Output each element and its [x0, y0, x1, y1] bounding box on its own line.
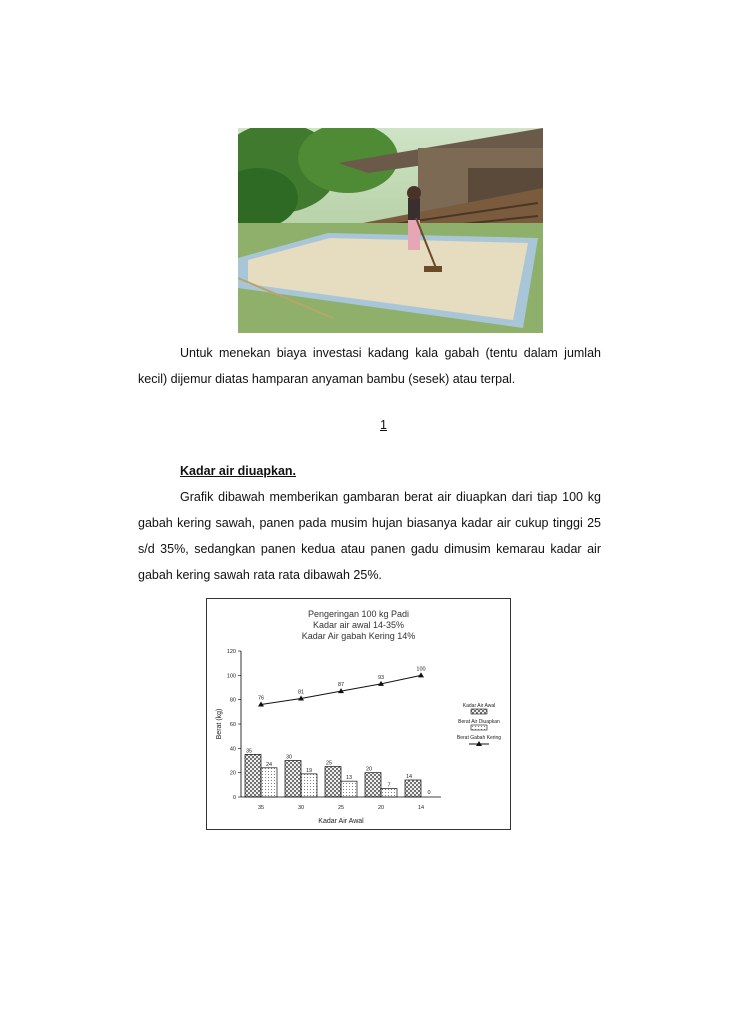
bar-berat-air-diuapkan	[341, 781, 357, 797]
line-point-berat-gabah-kering	[418, 672, 424, 677]
y-tick-label: 0	[232, 795, 236, 801]
bar-berat-air-diuapkan	[381, 788, 397, 797]
chart-title-line-3: Kadar Air gabah Kering 14%	[301, 631, 416, 641]
y-tick-label: 60	[229, 722, 236, 728]
bar-label-kadar-air-awal: 35	[245, 748, 253, 755]
rice-drying-photo	[238, 128, 543, 333]
line-label-berat-gabah-kering: 76	[257, 695, 265, 702]
legend-label: Berat Gabah Kering	[456, 735, 502, 741]
chart-title-line-2: Kadar air awal 14-35%	[312, 620, 405, 630]
x-axis-label: Kadar Air Awal	[318, 818, 364, 825]
bar-kadar-air-awal	[245, 754, 261, 797]
y-tick-label: 40	[229, 746, 236, 753]
pengeringan-chart	[207, 599, 510, 829]
y-tick-label: 120	[226, 649, 236, 655]
bar-label-kadar-air-awal: 14	[405, 773, 413, 780]
page-number: 1	[380, 418, 387, 432]
x-tick-label: 35	[257, 805, 265, 811]
bar-label-kadar-air-awal: 25	[325, 760, 333, 767]
bar-berat-air-diuapkan	[301, 774, 317, 797]
bar-kadar-air-awal	[405, 780, 421, 797]
legend-label: Berat Air Diuapkan	[458, 719, 500, 725]
bar-label-berat-air-diuapkan: 19	[305, 767, 313, 774]
line-label-berat-gabah-kering: 93	[377, 674, 385, 681]
bar-label-berat-air-diuapkan: 24	[265, 761, 273, 768]
line-label-berat-gabah-kering: 81	[297, 689, 305, 696]
bar-kadar-air-awal	[285, 761, 301, 798]
y-tick-label: 80	[229, 697, 236, 704]
x-tick-label: 20	[377, 805, 385, 811]
y-axis-label: Berat (kg)	[216, 708, 223, 740]
section-heading: Kadar air diuapkan.	[180, 464, 297, 478]
chart-frame	[206, 598, 511, 830]
chart-title-line-1: Pengeringan 100 kg Padi	[307, 609, 410, 619]
bar-berat-air-diuapkan	[261, 768, 277, 797]
bar-label-kadar-air-awal: 30	[285, 754, 293, 761]
paragraph-photo-caption: Untuk menekan biaya investasi kadang kala gabah (tentu dalam jumlah kecil) dijemur diatas hamparan anyaman bambu (sesek) atau terpal.	[138, 346, 601, 386]
x-tick-label: 30	[297, 805, 305, 811]
bar-label-kadar-air-awal: 20	[365, 766, 373, 773]
bar-kadar-air-awal	[325, 767, 341, 797]
bar-kadar-air-awal	[365, 773, 381, 797]
photo-illustration	[238, 128, 543, 333]
y-tick-label: 100	[226, 673, 236, 680]
x-tick-label: 25	[337, 805, 345, 811]
legend-swatch	[471, 709, 487, 714]
line-label-berat-gabah-kering: 87	[337, 682, 345, 689]
legend-swatch	[471, 725, 487, 730]
legend-label: Kadar Air Awal	[462, 703, 496, 709]
y-tick-label: 20	[229, 770, 236, 777]
bar-label-berat-air-diuapkan: 13	[345, 775, 353, 782]
paragraph-chart-description: Grafik dibawah memberikan gambaran berat air diuapkan dari tiap 100 kg gabah kering sawah, panen pada musim hujan biasanya kadar air cukup tinggi 25 s/d 35%, sedangkan panen kedua atau panen gadu dimusim kemarau kadar air gabah kering sawah rata rata dibawah 25%.	[138, 490, 601, 582]
bar-label-berat-air-diuapkan: 0	[427, 790, 431, 796]
bar-label-berat-air-diuapkan: 7	[387, 782, 391, 789]
x-tick-label: 14	[417, 805, 425, 811]
line-label-berat-gabah-kering: 100	[416, 666, 426, 673]
